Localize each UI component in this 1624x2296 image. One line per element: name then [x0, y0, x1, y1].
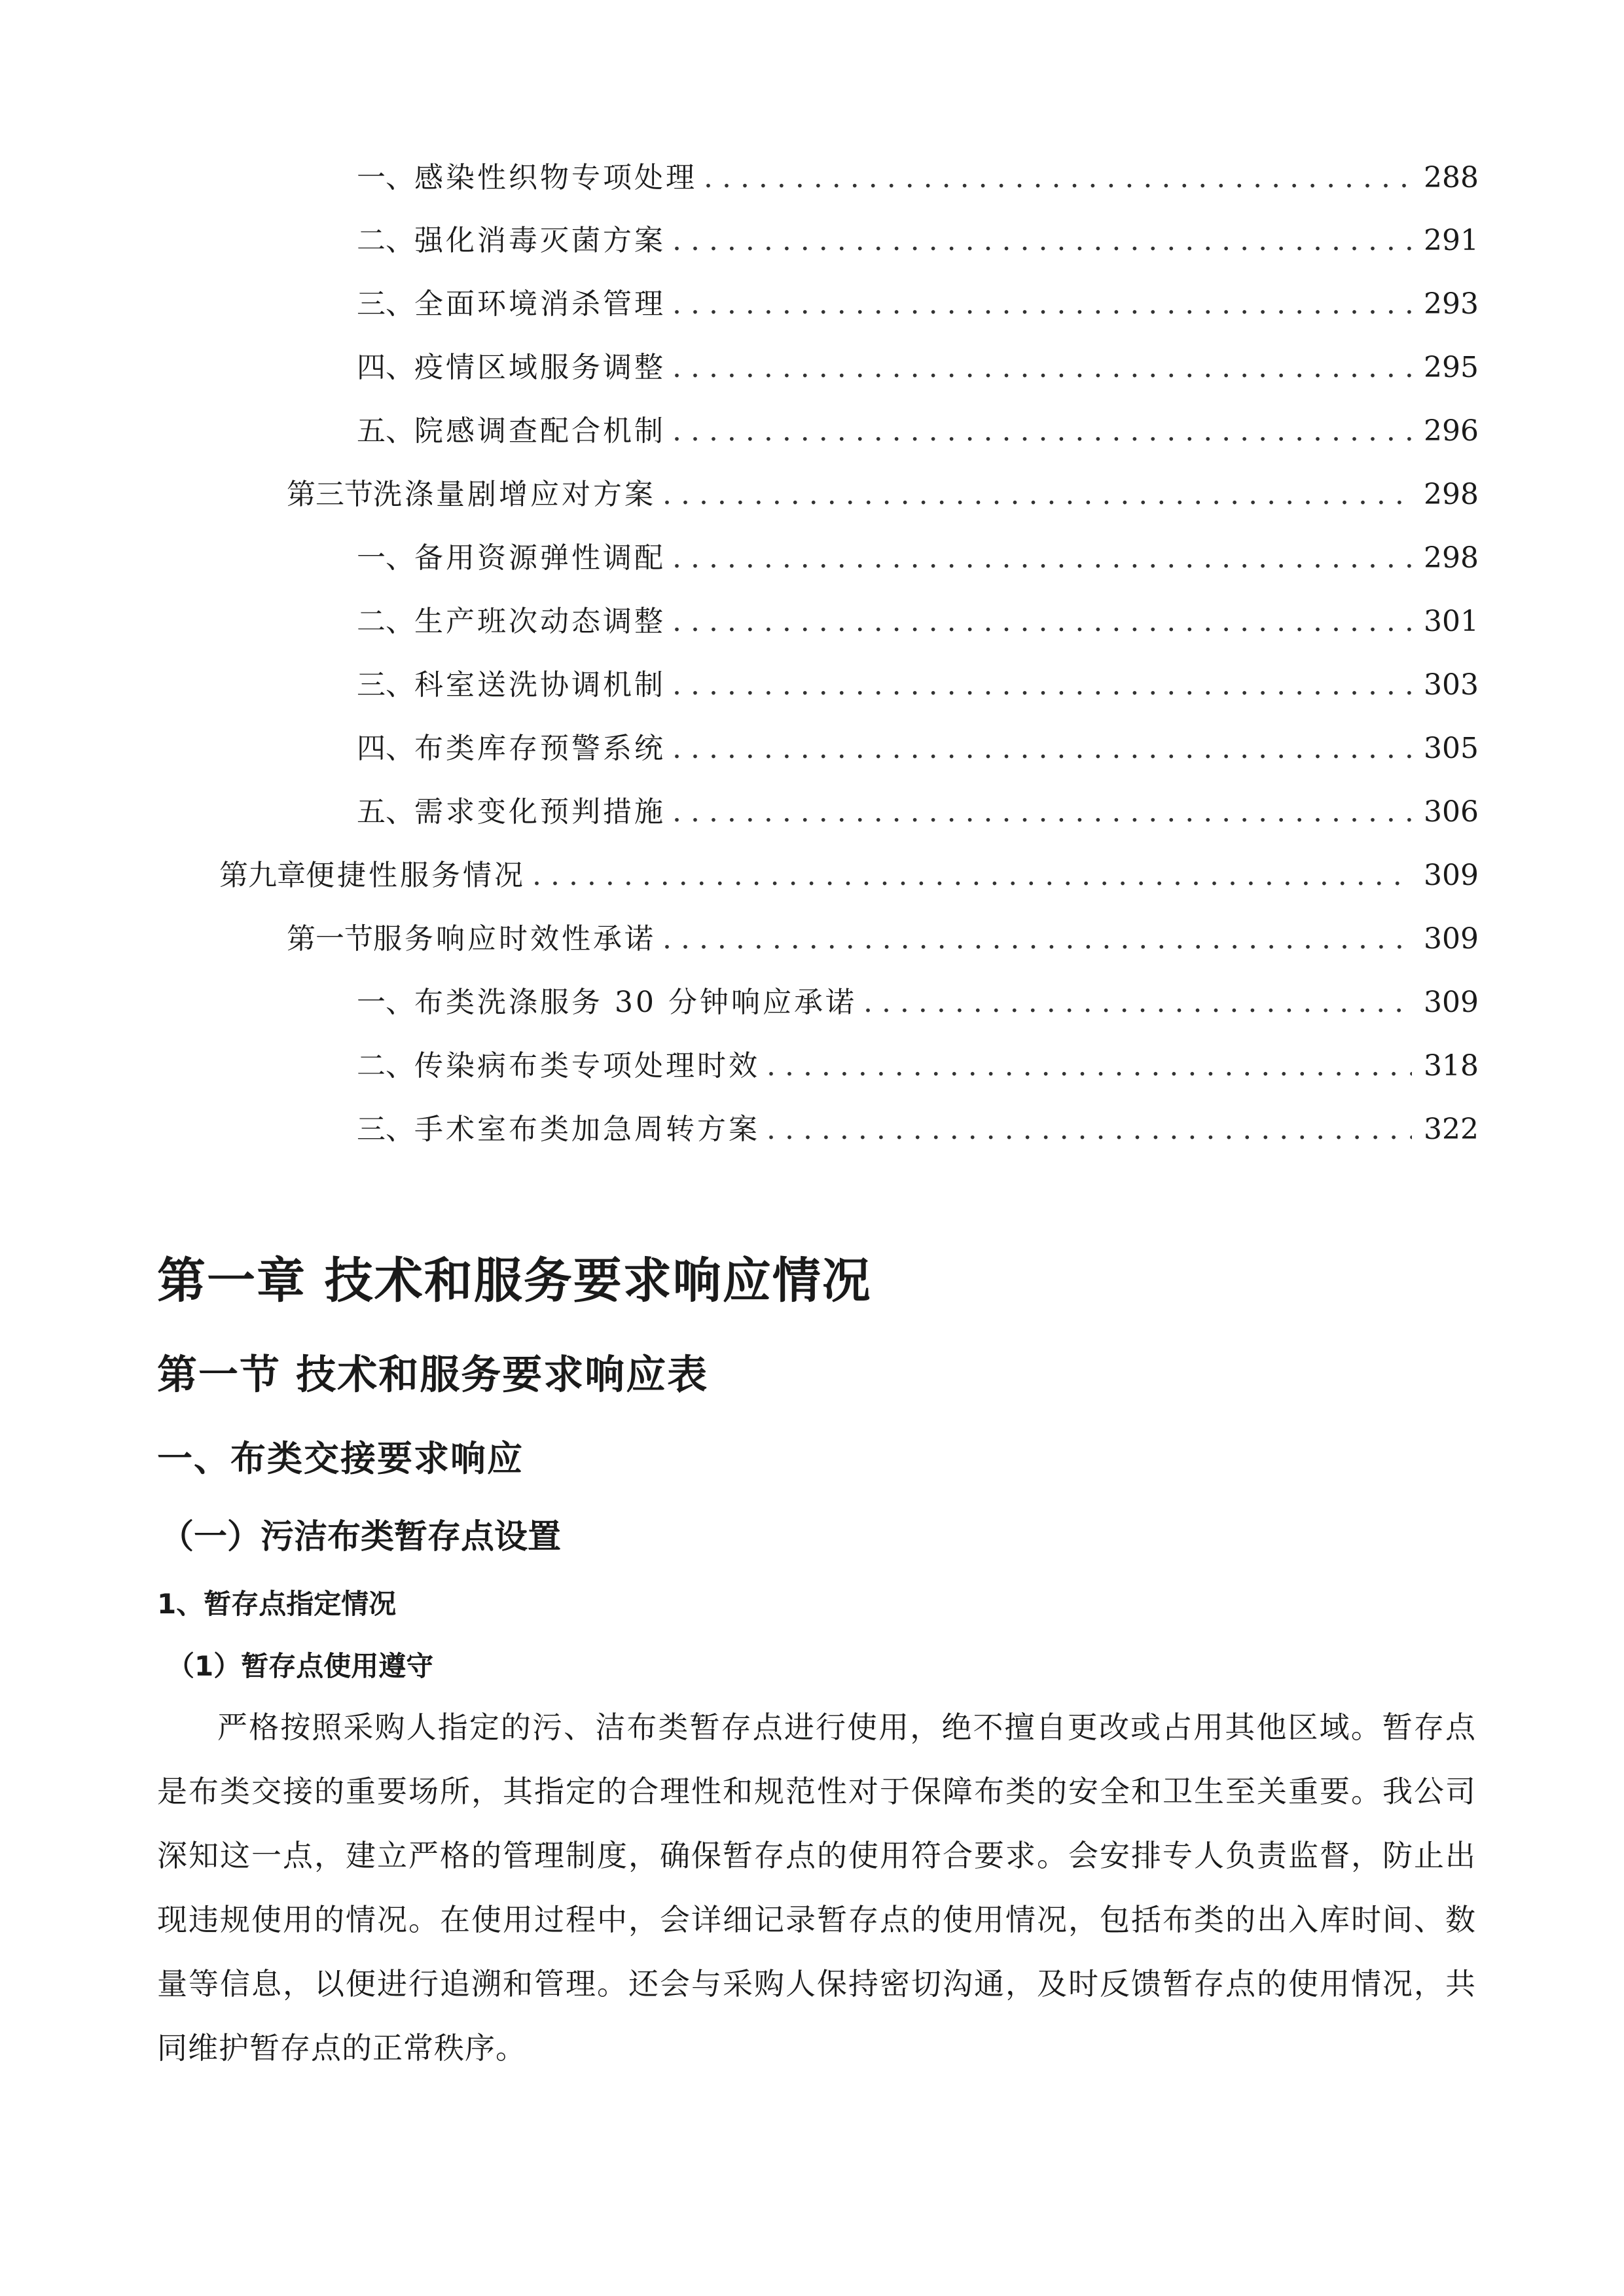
toc-leader: [672, 666, 1412, 705]
toc-leader: [672, 412, 1412, 451]
toc-entry[interactable]: [357, 793, 1479, 832]
toc-entry[interactable]: [357, 221, 1479, 260]
toc-title: 科室送洗协调机制: [414, 668, 666, 702]
toc-page-number: 303: [1424, 668, 1479, 702]
toc-leader: [767, 1047, 1412, 1086]
toc-page-number: 322: [1424, 1113, 1479, 1146]
toc-title: 洗涤量剧增应对方案: [373, 478, 656, 511]
section-heading: 第一节 技术和服务要求响应表: [157, 1352, 709, 1398]
toc-title: 强化消毒灭菌方案: [414, 224, 666, 257]
toc-page-number: 306: [1424, 795, 1479, 829]
toc-page-number: 309: [1424, 922, 1479, 956]
toc-page-number: 309: [1424, 986, 1479, 1019]
toc-entry[interactable]: [357, 539, 1479, 578]
toc-entry[interactable]: [357, 158, 1479, 198]
toc-title: 传染病布类专项处理时效: [414, 1049, 760, 1083]
toc-title: 生产班次动态调整: [414, 605, 666, 638]
toc-page-number: 296: [1424, 414, 1479, 448]
subitem-heading: （1）暂存点使用遵守: [167, 1650, 434, 1682]
toc-title: 手术室布类加急周转方案: [414, 1113, 760, 1146]
toc-page-number: 301: [1424, 605, 1479, 638]
toc-page-number: 293: [1424, 287, 1479, 321]
toc-leader: [767, 1110, 1412, 1149]
toc-number: 第九章: [219, 859, 306, 892]
toc-entry[interactable]: [287, 475, 1479, 514]
toc-number: 一、: [357, 986, 414, 1019]
toc-number: 二、: [357, 224, 414, 257]
toc-page-number: 295: [1424, 351, 1479, 384]
toc-page-number: 288: [1424, 161, 1479, 194]
toc-page-number: 305: [1424, 732, 1479, 765]
toc-title: 疫情区域服务调整: [414, 351, 666, 384]
toc-number: 二、: [357, 1049, 414, 1083]
toc-leader: [672, 793, 1412, 832]
chapter-heading: 第一章 技术和服务要求响应情况: [157, 1253, 872, 1309]
toc-entry[interactable]: [287, 920, 1479, 959]
toc-entry[interactable]: [357, 348, 1479, 387]
toc-title: 院感调查配合机制: [414, 414, 666, 448]
item-heading: 1、暂存点指定情况: [157, 1588, 397, 1620]
toc-entry[interactable]: [357, 602, 1479, 641]
toc-leader: [662, 920, 1412, 959]
toc-title: 感染性织物专项处理: [414, 161, 697, 194]
toc-entry[interactable]: [357, 983, 1479, 1022]
toc-entry[interactable]: [357, 1110, 1479, 1149]
toc-leader: [532, 856, 1412, 895]
toc-leader: [704, 158, 1412, 198]
toc-page-number: 298: [1424, 541, 1479, 575]
toc-title: 服务响应时效性承诺: [373, 922, 656, 956]
toc-entry[interactable]: [219, 856, 1479, 895]
toc-number: 第一节: [287, 922, 373, 956]
toc-number: 一、: [357, 161, 414, 194]
toc-number: 五、: [357, 414, 414, 448]
subsection-heading: 一、布类交接要求响应: [157, 1438, 524, 1479]
toc-leader: [672, 602, 1412, 641]
subsubsection-heading: （一）污洁布类暂存点设置: [160, 1518, 562, 1556]
toc-leader: [672, 221, 1412, 260]
toc-number: 四、: [357, 351, 414, 384]
toc-title: 需求变化预判措施: [414, 795, 666, 829]
toc-number: 第三节: [287, 478, 373, 511]
toc-number: 四、: [357, 732, 414, 765]
toc-title: 布类洗涤服务 30 分钟响应承诺: [414, 986, 857, 1019]
toc-number: 三、: [357, 668, 414, 702]
toc-page-number: 298: [1424, 478, 1479, 511]
toc-leader: [672, 285, 1412, 324]
toc-page-number: 318: [1424, 1049, 1479, 1083]
toc-leader: [672, 348, 1412, 387]
toc-number: 三、: [357, 287, 414, 321]
toc-number: 二、: [357, 605, 414, 638]
toc-entry[interactable]: [357, 729, 1479, 768]
toc-title: 全面环境消杀管理: [414, 287, 666, 321]
toc-page-number: 291: [1424, 224, 1479, 257]
toc-entry[interactable]: [357, 412, 1479, 451]
toc-leader: [863, 983, 1412, 1022]
toc-leader: [672, 729, 1412, 768]
toc-number: 五、: [357, 795, 414, 829]
toc-leader: [672, 539, 1412, 578]
toc-number: 三、: [357, 1113, 414, 1146]
toc-title: 布类库存预警系统: [414, 732, 666, 765]
body-paragraph: 严格按照采购人指定的污、洁布类暂存点进行使用，绝不擅自更改或占用其他区域。暂存点是布类交接的重要场所，其指定的合理性和规范性对于保障布类的安全和卫生至关重要。我公司深知这一点，建立严格的管理制度，确保暂存点的使用符合要求。会安排专人负责监督，防止出现违规使用的情况。在使用过程中，会详细记录暂存点的使用情况，包括布类的出入库时间、数量等信息，以便进行追溯和管理。还会与采购人保持密切沟通，及时反馈暂存点的使用情况，共同维护暂存点的正常秩序。: [157, 1710, 1476, 2066]
toc-entry[interactable]: [357, 285, 1479, 324]
toc-title: 便捷性服务情况: [306, 859, 526, 892]
toc-title: 备用资源弹性调配: [414, 541, 666, 575]
toc-entry[interactable]: [357, 1047, 1479, 1086]
toc-number: 一、: [357, 541, 414, 575]
toc-page-number: 309: [1424, 859, 1479, 892]
toc-entry[interactable]: [357, 666, 1479, 705]
toc-leader: [662, 475, 1412, 514]
